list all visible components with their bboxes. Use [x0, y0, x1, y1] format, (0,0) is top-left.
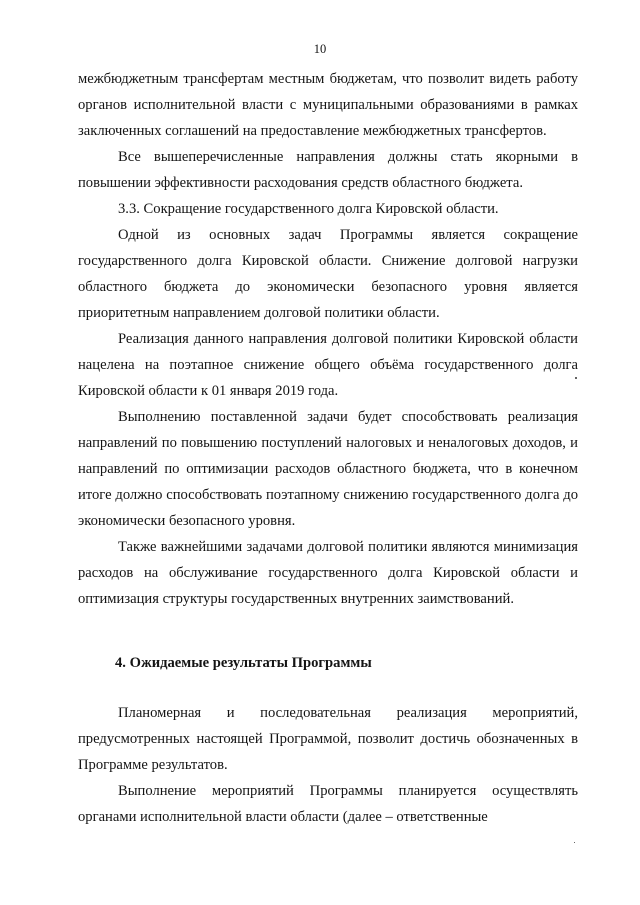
- paragraph-anchor-directions: Все вышеперечисленные направления должны стать якорными в повышении эффективности расходования средств областного бюджета.: [78, 149, 578, 191]
- page-number: 10: [313, 42, 327, 56]
- paragraph-implementation: Выполнение мероприятий Программы планируется осуществлять органами исполнительной власти области (далее – ответственные: [78, 783, 578, 825]
- section-spacer: [78, 676, 578, 700]
- paragraph-debt-reduction: Одной из основных задач Программы является сокращение государственного долга Кировской области. Снижение долговой нагрузки областного бюджета до экономически безопасного уровня является приоритетным направлением долговой политики области.: [78, 227, 578, 321]
- paragraph-continuation: межбюджетным трансфертам местным бюджетам, что позволит видеть работу органов исполнительной власти с муниципальными образованиями в рамках заключенных соглашений на предоставление межбюджетных трансфертов.: [78, 71, 578, 139]
- section-spacer: [78, 612, 578, 650]
- paragraph-debt-policy: Реализация данного направления долговой политики Кировской области нацелена на поэтапное снижение общего объёма государственного долга Кировской области к 01 января 2019 года.: [78, 331, 578, 399]
- subsection-heading-3-3: 3.3. Сокращение государственного долга Кировской области.: [118, 201, 499, 217]
- section-heading-4: 4. Ожидаемые результаты Программы: [115, 655, 372, 671]
- document-body: [78, 66, 578, 830]
- paragraph-task-fulfillment: Выполнению поставленной задачи будет способствовать реализация направлений по повышению поступлений налоговых и неналоговых доходов, и направлений по оптимизации расходов областного бюджета, что в конечном итоге должно способствовать поэтапному снижению государственного долга до экономически безопасного уровня.: [78, 409, 578, 529]
- scan-speck: [574, 842, 575, 843]
- scan-speck: [575, 377, 577, 379]
- paragraph-planned-results: Планомерная и последовательная реализация мероприятий, предусмотренных настоящей Программой, позволит достичь обозначенных в Программе результатов.: [78, 705, 578, 773]
- paragraph-important-tasks: Также важнейшими задачами долговой политики являются минимизация расходов на обслуживание государственного долга Кировской области и оптимизация структуры государственных внутренних заимствований.: [78, 539, 578, 607]
